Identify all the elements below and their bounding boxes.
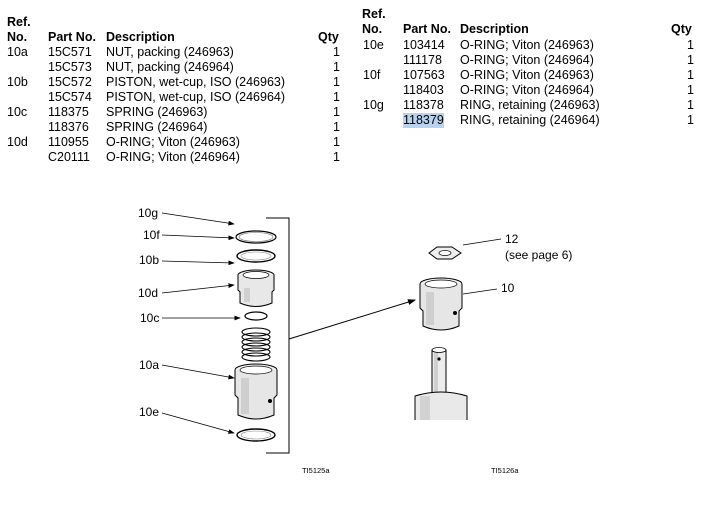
leader-10	[463, 289, 497, 294]
part-12-nut	[429, 247, 461, 259]
callout-12-note: (see page 6)	[505, 248, 573, 262]
row-qty: 1	[333, 75, 340, 89]
row-part-number: 15C573	[48, 60, 92, 74]
part-10c-spring	[242, 328, 270, 361]
part-10d-oring	[245, 312, 267, 320]
assembly-pointer-line	[289, 300, 415, 339]
row-part-number: 118378	[403, 98, 444, 112]
row-description: O-RING; Viton (246963)	[460, 68, 594, 82]
row-description: PISTON, wet-cup, ISO (246964)	[106, 90, 286, 104]
leader-10a	[162, 365, 234, 378]
row-qty: 1	[333, 120, 340, 134]
row-part-number: 107563	[403, 68, 445, 82]
row-description: SPRING (246964)	[106, 120, 208, 134]
row-description: O-RING; Viton (246963)	[460, 38, 594, 52]
row-qty: 1	[687, 83, 694, 97]
row-ref: 10e	[363, 38, 384, 52]
row-qty: 1	[333, 135, 340, 149]
part-10b-piston	[238, 270, 274, 307]
leader-10b	[162, 261, 234, 263]
row-ref: 10c	[7, 105, 28, 119]
figure-id-left: TI5125a	[302, 466, 330, 475]
left-qty-header: Qty	[318, 30, 339, 44]
row-description: O-RING; Viton (246964)	[460, 83, 594, 97]
row-part-number: 118375	[48, 105, 89, 119]
part-10a-nut	[235, 364, 277, 419]
row-part-number: 103414	[403, 38, 445, 52]
callout-10c: 10c	[140, 311, 160, 325]
leader-12	[463, 239, 501, 245]
row-description: SPRING (246963)	[106, 105, 208, 119]
row-qty: 1	[333, 60, 340, 74]
row-part-number: 118376	[48, 120, 89, 134]
row-qty: 1	[333, 105, 340, 119]
row-part-number: 15C572	[48, 75, 92, 89]
leader-10d	[162, 285, 234, 293]
callout-10g: 10g	[138, 206, 159, 220]
row-description: RING, retaining (246964)	[460, 113, 600, 127]
left-description-header: Description	[106, 30, 175, 44]
row-description: NUT, packing (246964)	[106, 60, 234, 74]
row-description: O-RING; Viton (246964)	[106, 150, 240, 164]
row-ref: 10d	[7, 135, 28, 149]
row-qty: 1	[687, 53, 694, 67]
right-description-header: Description	[460, 22, 529, 36]
row-ref: 10b	[7, 75, 28, 89]
callout-12: 12	[505, 232, 519, 246]
right-partno-header: Part No.	[403, 22, 451, 36]
row-part-number: 15C574	[48, 90, 92, 104]
left-partno-header: Part No.	[48, 30, 96, 44]
row-description: NUT, packing (246963)	[106, 45, 234, 59]
row-part-number: 118403	[403, 83, 444, 97]
row-qty: 1	[687, 98, 694, 112]
leader-10g	[162, 213, 234, 224]
row-part-number: 15C571	[48, 45, 92, 59]
leader-10e	[162, 413, 234, 433]
row-qty: 1	[687, 68, 694, 82]
row-qty: 1	[333, 150, 340, 164]
row-part-number: C20111	[48, 150, 90, 164]
callout-10b: 10b	[139, 253, 160, 267]
row-description: O-RING; Viton (246963)	[106, 135, 240, 149]
row-description: O-RING; Viton (246964)	[460, 53, 594, 67]
pump-shaft	[415, 348, 467, 421]
leader-10f	[162, 235, 234, 238]
row-qty: 1	[687, 38, 694, 52]
callout-10e: 10e	[139, 405, 160, 419]
row-part-number: 118379	[403, 113, 444, 127]
row-qty: 1	[333, 90, 340, 104]
callout-10: 10	[501, 281, 515, 295]
callout-10a: 10a	[139, 358, 160, 372]
row-part-number: 110955	[48, 135, 89, 149]
row-description: RING, retaining (246963)	[460, 98, 600, 112]
row-part-number: 111178	[403, 53, 442, 67]
right-ref-header-line2: No.	[362, 22, 383, 36]
part-10-assembly	[420, 278, 462, 330]
figure-id-right: TI5126a	[491, 466, 519, 475]
row-ref: 10g	[363, 98, 384, 112]
callout-10f: 10f	[143, 228, 160, 242]
callout-10d: 10d	[138, 286, 159, 300]
right-ref-header-line1: Ref.	[362, 7, 386, 21]
row-qty: 1	[333, 45, 340, 59]
right-qty-header: Qty	[671, 22, 692, 36]
row-ref: 10a	[7, 45, 28, 59]
left-ref-header-line1: Ref.	[7, 15, 31, 29]
row-description: PISTON, wet-cup, ISO (246963)	[106, 75, 286, 89]
left-ref-header-line2: No.	[7, 30, 28, 44]
row-ref: 10f	[363, 68, 381, 82]
row-qty: 1	[687, 113, 694, 127]
